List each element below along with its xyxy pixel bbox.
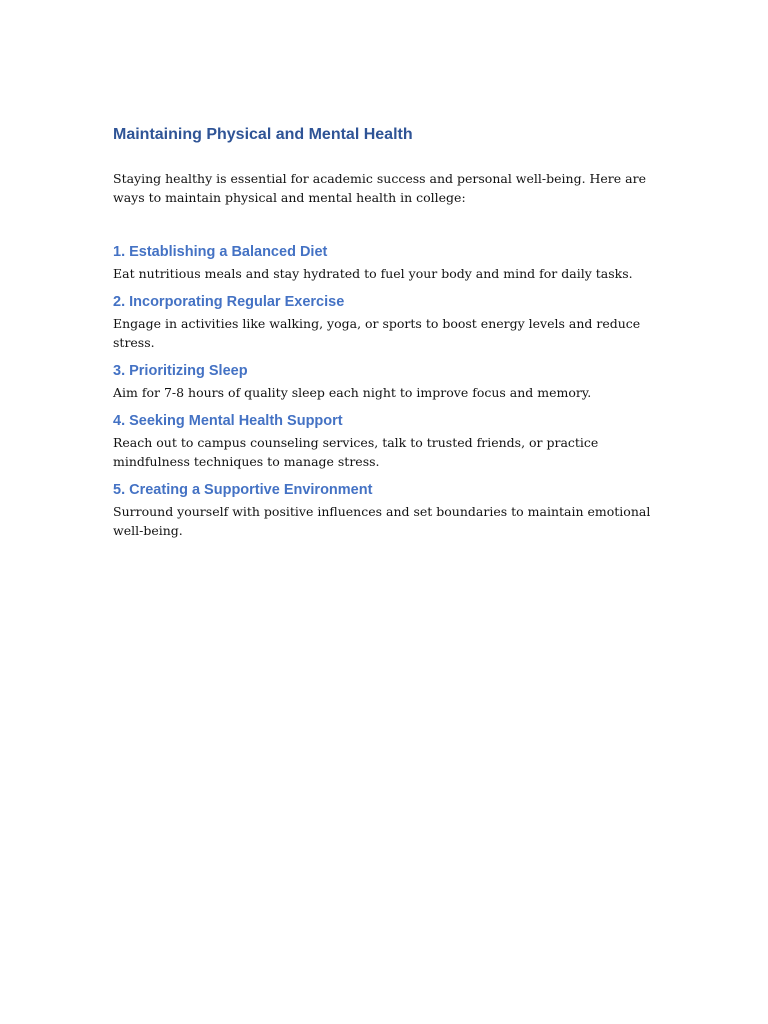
section-heading: 3. Prioritizing Sleep bbox=[113, 363, 248, 379]
section-body: Reach out to campus counseling services, talk to trusted friends, or practice mindfulness techniques to manage stress. bbox=[113, 435, 599, 469]
section-heading: 4. Seeking Mental Health Support bbox=[113, 413, 343, 429]
section-heading: 2. Incorporating Regular Exercise bbox=[113, 294, 345, 310]
section-supportive-environment bbox=[113, 480, 658, 540]
document-content bbox=[113, 124, 658, 549]
section-body: Engage in activities like walking, yoga, or sports to boost energy levels and reduce stress. bbox=[113, 316, 641, 350]
section-balanced-diet bbox=[113, 242, 658, 283]
section-body: Eat nutritious meals and stay hydrated to fuel your body and mind for daily tasks. bbox=[113, 266, 633, 281]
section-heading: 1. Establishing a Balanced Diet bbox=[113, 244, 328, 260]
section-body: Surround yourself with positive influences and set boundaries to maintain emotional well-being. bbox=[113, 504, 651, 538]
section-body: Aim for 7-8 hours of quality sleep each night to improve focus and memory. bbox=[113, 385, 592, 400]
document-title: Maintaining Physical and Mental Health bbox=[113, 126, 413, 143]
section-regular-exercise bbox=[113, 292, 658, 352]
section-prioritizing-sleep bbox=[113, 361, 658, 402]
sections-list bbox=[113, 242, 658, 540]
section-mental-health-support bbox=[113, 411, 658, 471]
section-heading: 5. Creating a Supportive Environment bbox=[113, 482, 373, 498]
intro-paragraph: Staying healthy is essential for academic success and personal well-being. Here are ways to maintain physical and mental health in college: bbox=[113, 171, 646, 205]
